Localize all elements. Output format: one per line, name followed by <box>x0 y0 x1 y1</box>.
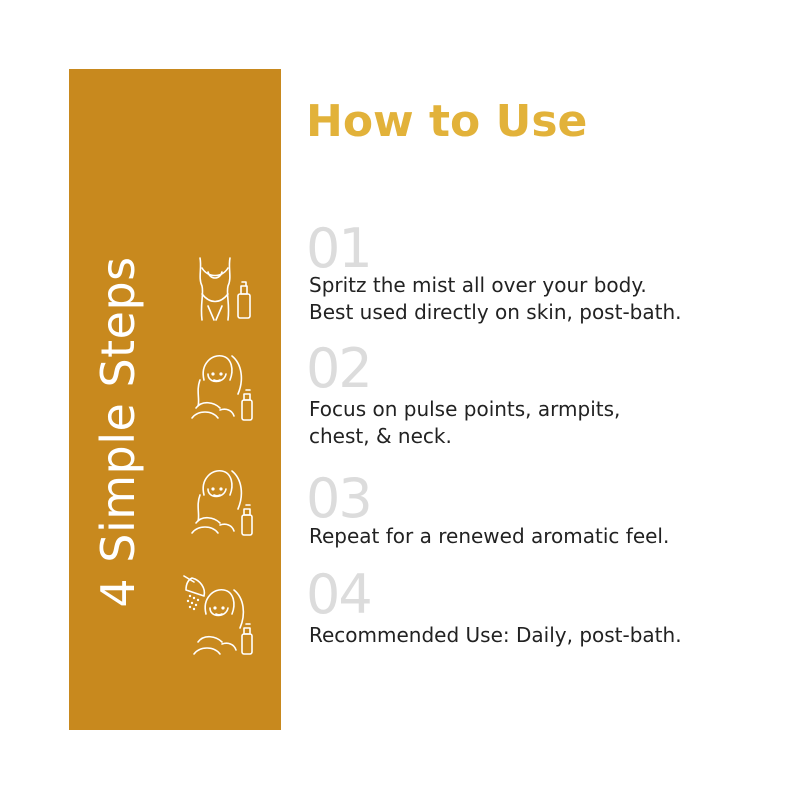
step-3-line-1: Repeat for a renewed aromatic feel. <box>309 524 670 548</box>
page-title: How to Use <box>306 96 588 147</box>
step-description-1 <box>309 272 749 326</box>
step-2-line-2: chest, & neck. <box>309 424 452 448</box>
panel-title: 4 Simple Steps <box>91 256 145 608</box>
step-4-line-1: Recommended Use: Daily, post-bath. <box>309 623 682 647</box>
step-description-4 <box>309 622 749 649</box>
step-1-line-2: Best used directly on skin, post-bath. <box>309 300 682 324</box>
step-2-line-1: Focus on pulse points, armpits, <box>309 397 621 421</box>
step-number-2: 02 <box>306 337 371 400</box>
step-description-2 <box>309 396 749 450</box>
step-number-1: 01 <box>306 217 371 280</box>
step-number-4: 04 <box>306 563 371 626</box>
shower-spray-icon <box>180 572 262 658</box>
step-1-line-1: Spritz the mist all over your body. <box>309 273 647 297</box>
step-number-3: 03 <box>306 467 371 530</box>
step-description-3 <box>309 523 749 550</box>
repeat-spray-icon <box>186 465 262 541</box>
armpit-spray-icon <box>186 350 262 426</box>
body-spray-icon <box>186 250 262 326</box>
